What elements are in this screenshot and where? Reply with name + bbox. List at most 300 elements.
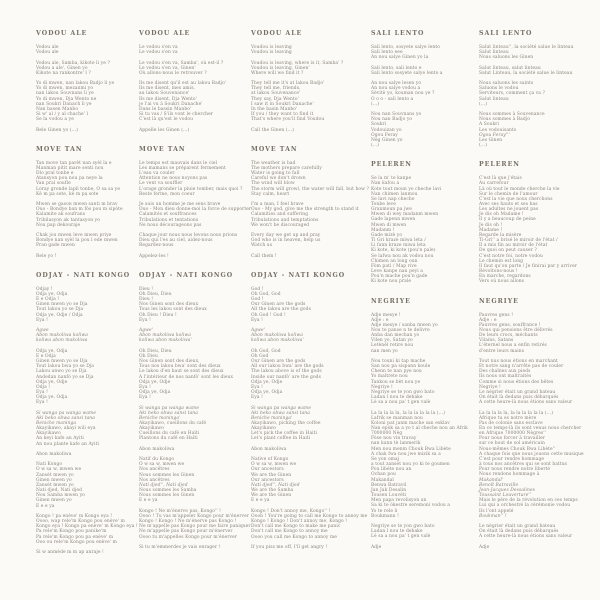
lyric-line: Yo di mwen, nan lakou Badjo li ye xyxy=(36,81,115,87)
lyric-line: That's where you'll find Voudou xyxy=(251,117,325,123)
song-section xyxy=(251,30,365,133)
stanza xyxy=(36,81,136,122)
lyric-line: Si tu m'emmerdes je vais enrager ! xyxy=(139,544,221,550)
lyric-line: Dieu ! xyxy=(139,297,154,303)
song-section xyxy=(371,30,475,148)
lyric-line: A cette heure-là nous étions sans valeur xyxy=(479,400,573,406)
lyric-line: Je dis oh ! xyxy=(479,222,503,228)
lyric-line: Eya ! xyxy=(251,317,263,323)
lyric-line: koliwa abon makoliwa xyxy=(36,338,88,344)
stanza xyxy=(139,406,247,442)
stanza xyxy=(251,545,365,550)
lyric-line: Regardez-nous xyxy=(139,243,174,249)
lyric-line: Akayikawo xyxy=(36,431,61,437)
lyric-line: Koloni pat janm mache san esklav xyxy=(371,420,450,426)
lyric-line: Et notre sang n'arrête pas de couler xyxy=(479,364,564,370)
lyric-line: Oooh ! You're going to call me Kongo to annoy me xyxy=(251,513,368,519)
lyric-line: Gade mizè yo xyxy=(371,232,403,238)
lyric-line: Ogou Feray xyxy=(371,132,398,138)
song-title: SALI LENTO xyxy=(371,30,425,37)
lyric-line: Granmoun pa jwe xyxy=(371,207,412,213)
lyric-line: Kalamite ak soufrans xyxy=(36,212,86,218)
lyric-line: Ils me disent, Dja Wento' xyxy=(139,96,197,102)
lyric-line: Voudou is leaving xyxy=(251,45,292,50)
lyric-line: Yo di mwen, mezanmi yo xyxy=(36,86,94,92)
song-title: ODJAY - NATI KONGO xyxy=(139,271,234,279)
lyric-line: Boukmann ! xyxy=(371,513,399,519)
lyric-line: Salut Linteau, la société salue le linteau xyxy=(479,70,573,76)
stanza xyxy=(36,61,136,76)
lyric-line: Oh Dieu, Dieu xyxy=(139,348,172,354)
song-title: NEGRIYE xyxy=(371,297,411,305)
lyric-line: Water is going to fall xyxy=(251,171,300,177)
lyric-line: Chak jou mwen leve mwen priye xyxy=(36,233,112,238)
lyric-line: Le négrier était un grand bateau xyxy=(479,524,556,529)
lyric-line: Kongo eya ! Kongo pa enève' m Kongo eya ! xyxy=(36,524,138,530)
stanza xyxy=(139,349,247,401)
lyric-line: We won't be discouraged xyxy=(251,222,310,228)
lyric-line: Ne m'appelle pas Kongo pour m'énerver xyxy=(139,529,233,535)
lyric-line: Abon makoliwa xyxy=(36,451,72,457)
lyric-line: at lakou Souvenance' xyxy=(251,91,301,97)
lyric-line: L'éternel nous a enfin retirés xyxy=(479,343,547,349)
lyric-line: E e e ya xyxy=(139,498,158,504)
lyric-line: Sali lento sosyete salye lento a xyxy=(371,70,443,76)
lyric-line: Akayikawo xyxy=(139,426,164,432)
lyric-line: The wind will blow xyxy=(251,181,295,187)
lyric-line: Pa rele'm Kongo pou pa enève' m xyxy=(36,534,114,540)
song-section xyxy=(251,145,369,259)
stanza xyxy=(371,66,475,76)
lyric-line: Appelle les Ginen (...) xyxy=(139,127,190,133)
lyric-line: Nèg Ginen yo xyxy=(371,137,403,143)
lyric-line: Oooo ! Tu vas m'appeler Kongo pour m'énerver xyxy=(139,513,250,519)
lyric-line: Cueillons du café en Haïti xyxy=(139,431,200,437)
lyric-line: Calamités et souffrances xyxy=(139,212,197,218)
lyric-line: A Soukri xyxy=(479,122,500,128)
lyric-line: Tous les lakou sont des dieux xyxy=(139,307,207,313)
lyric-line: Ki kote nou prale xyxy=(371,279,412,285)
lyric-line: Ils l'ont appelé xyxy=(479,508,514,514)
stanza xyxy=(479,313,579,354)
stanza xyxy=(36,349,136,406)
lyric-line: On était là dedans puis débarqués xyxy=(479,395,559,401)
lyric-line: Des chaînes aux pieds xyxy=(479,369,531,375)
stanza xyxy=(251,447,365,452)
stanza xyxy=(139,81,247,122)
lyric-line: Andedan nanfò yo se Dja xyxy=(36,374,94,380)
lyric-line: Jan Jak Desalin xyxy=(371,487,407,493)
lyric-line: Vodouizan yo xyxy=(371,127,402,133)
lyric-line: Voudou is leaving, Ginen' xyxy=(251,65,310,71)
lyric-line: Oh God, God xyxy=(251,348,281,354)
lyric-line: Boukman'' ! xyxy=(479,513,507,519)
stanza xyxy=(36,550,136,555)
lyric-line: Nou Samba mwen yo xyxy=(36,493,85,499)
lyric-line: Afrique tu es notre mère xyxy=(479,415,537,421)
lyric-line: Chenn te nan pye nou xyxy=(371,369,422,375)
lyric-line: Nou pap dekouraje xyxy=(36,222,81,228)
song-title: ODJAY - NATI KONGO xyxy=(251,271,346,279)
lyric-line: Nan epòk sa a yo t al cheche nou an Afrik xyxy=(371,426,468,431)
lyric-line: Les adultes ne jouent pas xyxy=(479,207,539,213)
stanza xyxy=(36,128,136,133)
lyric-line: Our Ginen are the gods xyxy=(251,302,306,308)
lyric-line: Je suis un homme je me sens brave xyxy=(139,202,221,208)
lyric-line: Atansyon pou nou pa neye la xyxy=(36,176,103,182)
lyric-line: Se la vodou a ye xyxy=(36,117,74,123)
lyric-line: Ils nous ont maltraités xyxy=(479,374,532,380)
lyric-line: Odja ye, Odje / Odja xyxy=(36,312,83,318)
lyric-line: Jean-Jacques Dessalines xyxy=(479,487,536,493)
lyric-line: Yo di mwen, Dja Wento ne xyxy=(36,96,97,102)
stanza xyxy=(371,524,475,539)
lyric-line: De quoi on peut causer ? xyxy=(479,248,537,254)
stanza xyxy=(251,81,365,122)
song-section xyxy=(36,146,136,259)
lyric-line: Madame ! xyxy=(479,227,503,233)
lyric-line: Sali lento eee xyxy=(371,50,403,56)
lyric-line: Voudou is leaving xyxy=(251,50,292,56)
lyric-line: Le vodou s'en va xyxy=(139,45,178,50)
stanza xyxy=(371,411,475,519)
lyric-line: Là où tout le monde cherche la vie xyxy=(479,186,560,192)
lyric-line: Lakou anwo yo se Dja xyxy=(36,369,87,375)
lyric-line: We are the Ginen xyxy=(251,493,292,499)
song-title: ODJAY - NATI KONGO xyxy=(36,271,131,279)
stanza xyxy=(139,45,247,55)
lyric-line: Tribilasyon ak tantasyon yo xyxy=(36,217,100,223)
lyric-line: Dans le bassin Manbo' xyxy=(139,106,192,112)
lyric-line: Tout nus nous étions en marchant xyxy=(479,358,558,364)
stanza xyxy=(36,233,136,248)
lyric-line: Oh God, God xyxy=(251,291,281,297)
song-section xyxy=(139,145,252,259)
lyric-line: koliwa abon makoliwa' xyxy=(251,338,304,344)
lyric-line: Adje xyxy=(479,544,490,550)
song-section xyxy=(251,271,368,550)
lyric-line: (...) xyxy=(371,143,380,149)
lyric-line: Pou libète nou an xyxy=(371,467,412,473)
lyric-line: We are the Samba xyxy=(251,488,294,494)
lyric-line: Pour nous forcer à travailler xyxy=(479,436,546,442)
lyric-line: C'est pour rendre hommage xyxy=(479,456,545,462)
lyric-line: Oooo you call me Kongo to annoy me xyxy=(251,534,337,540)
lyric-line: O w sa w, mwen we xyxy=(36,467,82,473)
lyric-line: Nous sommes les Ginen xyxy=(139,472,195,478)
lyric-line: They tell me, friends, xyxy=(251,86,301,92)
lyric-line: 7000000 Nèg xyxy=(371,431,403,437)
lyric-line: Sur le chemin de l'amour xyxy=(479,191,538,197)
lyric-line: Oooo tu m'appelles Kongo pour m'énerver xyxy=(139,534,238,540)
lyric-line: Mais le père de la révolution en ces temps xyxy=(479,498,578,504)
stanza xyxy=(139,128,247,133)
lyric-line: Salut linteau'', la société salue le linteau xyxy=(479,45,574,50)
lyric-line: Men papa revolisyon an xyxy=(371,498,427,504)
lyric-line: Pou'n mache pou'n gade xyxy=(371,274,428,280)
stanza xyxy=(139,545,247,550)
lyric-line: Pran gade mwen xyxy=(36,243,75,249)
lyric-line: An nou salye vodou a xyxy=(371,86,421,92)
lyric-line: Yo maltrete nou xyxy=(371,374,408,380)
lyric-line: L'eau va couler xyxy=(139,171,175,177)
lyric-line: (...) xyxy=(479,143,488,149)
lyric-line: Vers où nous allons xyxy=(479,279,524,285)
lyric-line: Le vodou s'en va xyxy=(139,50,178,56)
lyric-line: Nati djed, Nati djed xyxy=(36,488,83,494)
lyric-line: Pauvres gens ! xyxy=(479,312,514,318)
lyric-line: Adje : e xyxy=(371,317,389,323)
lyric-line: C'est là qu'est le vodou xyxy=(139,117,194,123)
lyric-line: Nou nan Souvnans yo xyxy=(371,112,422,118)
lyric-line: Watch us xyxy=(251,243,273,249)
lyric-line: Si w anmède m m ap anraje ! xyxy=(36,550,104,555)
stanza xyxy=(371,81,475,107)
lyric-line: a tout zansèt nou yo ki te goumen xyxy=(371,462,450,468)
lyric-line: Il a mis fin au miroir de l'état xyxy=(479,243,548,249)
lyric-line: Loray gronde lapli tonbe, O sa sa ye xyxy=(36,186,121,192)
lyric-line: Chaque jour nous nous levons nous prions xyxy=(139,233,238,238)
lyric-line: The lakou above is of the gods xyxy=(251,369,322,375)
lyric-line: Aki beko obwa sansi tana xyxy=(251,410,310,416)
lyric-line: Our ancestors xyxy=(251,467,284,473)
lyric-line: Odjay ! xyxy=(36,286,53,292)
lyric-line: Tous nos lakou bwa' sont des dieux xyxy=(139,364,221,370)
lyric-line: Nous saluons les saints xyxy=(479,81,534,87)
lyric-line: Eya ! xyxy=(36,390,48,395)
stanza xyxy=(36,161,136,197)
lyric-line: Don't call me Kongo to annoy me xyxy=(251,529,328,535)
lyric-line: Don't call me Kongo to make me panic xyxy=(251,524,341,530)
lyric-line: Gade lapenn mwen xyxy=(371,217,416,223)
lyric-line: Ne m'appelle pas Kongo pour me faire paniquer xyxy=(139,524,251,530)
lyric-line: Makandal' xyxy=(479,477,504,483)
lyric-line: Our ancestors xyxy=(251,477,284,483)
lyric-line: O o o - sali lento a xyxy=(371,96,414,102)
lyric-line: Abon makoliwa xyxy=(139,446,175,452)
stanza xyxy=(139,287,247,323)
lyric-line: Pa rele'm Kongo pou panike'm xyxy=(36,529,107,535)
lyric-line: Adje xyxy=(371,544,382,550)
lyric-line: Negriye se te yon gwo bato xyxy=(371,389,435,395)
lyric-line: Eya ! xyxy=(139,384,151,390)
lyric-line: Mwen se gason mwen santi m brav xyxy=(36,202,118,208)
lyric-line: Il faut qu'on parte / Je finirai par y arriver xyxy=(479,263,577,269)
lyric-line: Si wanga pa wanga wame xyxy=(36,410,97,416)
lyric-line: Tout lakou bwa yo se Dja xyxy=(36,364,95,370)
lyric-line: Yo te rele li xyxy=(371,508,398,514)
stanza xyxy=(139,202,252,228)
stanza xyxy=(36,254,136,259)
lyric-line: en Afrique 7000000 Nègres'' xyxy=(479,431,546,437)
lyric-line: Lui qui a orchestré la cérémonie vodou xyxy=(479,503,571,509)
lyric-line: Pas de colonie sans esclave xyxy=(479,420,543,426)
lyric-line: De leurs crocs, méchants xyxy=(479,333,538,339)
lyric-line: Le vodou s'en va, Ginen' xyxy=(139,65,196,71)
song-title: MOVE TAN xyxy=(251,145,298,153)
lyric-line: The storm will growl, the water will fall, but how ? xyxy=(251,186,369,192)
lyric-line: La la la la la, la la la la la la (...) xyxy=(479,410,554,416)
lyric-line: Mwen di mwen xyxy=(371,222,407,228)
stanza xyxy=(251,406,365,442)
lyric-line: Manman pitit mare senti nou xyxy=(36,165,104,171)
lyric-line: If you piss me off, I'll get angry ! xyxy=(251,544,328,550)
stanza xyxy=(251,254,365,259)
lyric-line: Beniche maninga' xyxy=(251,415,293,421)
lyric-line: Soukri xyxy=(371,122,387,128)
lyric-line: Salut linteau, salut linteau xyxy=(479,65,541,71)
lyrics-column-francais-b xyxy=(479,30,584,563)
lyric-line: Fòse nou vin travay xyxy=(371,436,417,442)
lyric-line: E e Odja xyxy=(36,353,56,359)
lyric-line: Benoît Batraville xyxy=(479,482,519,488)
stanza xyxy=(36,462,136,508)
lyric-line: Letènèl retire nou xyxy=(371,343,414,349)
lyric-line: Ouo - Bondye ban m fòs pou m sipòte xyxy=(36,207,123,213)
stanza xyxy=(251,61,365,76)
lyric-line: Kongo ! Kongo ! Ne m'énerve pas Kongo ! xyxy=(139,519,237,525)
lyric-line: Call them ! xyxy=(251,253,277,259)
lyric-line: An nou plante kafe an Ayiti xyxy=(36,441,99,447)
lyric-line: Sa ki te òkestre seremoni vodou a xyxy=(371,503,450,509)
lyrics-column-english-a xyxy=(251,30,369,563)
lyric-line: Ouo - Mon dieu donne-moi la force de supporter xyxy=(139,207,252,213)
lyric-line: Nos Ginen sont des dieux, xyxy=(139,359,200,365)
song-title: SALI LENTO xyxy=(479,30,533,37)
song-section xyxy=(479,161,579,284)
stanza xyxy=(479,66,579,76)
lyric-line: Je dis oh Madame ! xyxy=(479,212,524,218)
lyric-line: (...) xyxy=(479,101,488,107)
lyric-line: d'entre leurs mains xyxy=(479,348,525,354)
lyric-line: Vodou ale xyxy=(36,45,59,50)
song-title: PELEREN xyxy=(479,161,520,169)
lyric-line: If you / they want to find it xyxy=(251,112,314,118)
lyric-line: Kikote na rankontre' l ? xyxy=(36,70,91,76)
lyric-line: Fòm pati / Map rive xyxy=(371,263,417,269)
lyric-line: Les vodouisants xyxy=(479,127,517,133)
lyric-line: Nou te panse n te delivre xyxy=(371,327,430,333)
lyric-line: Kongo ! Ne m'énerve pas, Kongo'' ! xyxy=(139,508,221,514)
lyric-line: Ne nous décourageons pas xyxy=(139,222,202,228)
lyric-line: Zansèt mwen yo xyxy=(36,482,74,488)
lyric-line: Akayikawo, cueillons du café xyxy=(139,420,207,426)
stanza xyxy=(371,313,475,354)
lyric-line: Salut linteau xyxy=(479,50,509,56)
lyric-line: à tous nos ancêtres qui se sont battus xyxy=(479,462,568,468)
lyric-line: Eya ! xyxy=(251,384,263,390)
lyric-line: An nou salye Ginen yo la xyxy=(371,55,429,61)
lyric-line: koliwa abon makoliwa' xyxy=(139,338,192,344)
lyric-line: Si w' al / y al chache' l xyxy=(36,112,89,118)
lyric-line: Odja ye, Odja xyxy=(36,395,68,401)
song-title: MOVE TAN xyxy=(139,145,186,153)
song-section xyxy=(139,30,247,133)
lyric-line: The mothers prepare carefully xyxy=(251,165,322,171)
lyric-line: au lakou Souvenance' xyxy=(139,91,190,97)
lyric-line: Agwe xyxy=(36,328,49,334)
lyric-line: Appelez-les ! xyxy=(139,253,169,259)
stanza xyxy=(251,287,365,323)
lyric-line: Ogou Feray''' xyxy=(479,132,510,138)
lyric-line: Vilains, Satans xyxy=(479,338,514,344)
stanza xyxy=(36,328,136,343)
lyric-line: Ginen mwen yo se Dja xyxy=(36,359,88,365)
lyric-line: Nos Ginen sont des dieux xyxy=(139,302,199,308)
lyric-line: Où allons-nous le retrouver ? xyxy=(139,70,207,76)
lyric-line: The weather is bad xyxy=(251,160,296,166)
lyric-line: Tousen Louvèti xyxy=(371,493,407,499)
lyric-line: In the basin Manbo' xyxy=(251,106,298,112)
stanza xyxy=(36,287,136,323)
stanza xyxy=(251,457,365,503)
lyric-line: Le temps est mauvais dans le ciel xyxy=(139,160,218,166)
stanza xyxy=(251,233,365,248)
stanza xyxy=(139,61,247,76)
lyric-line: Eya ! xyxy=(36,317,48,323)
lyric-line: A l'intérieur de nos nanfò' sont les dieux xyxy=(139,374,234,380)
song-section xyxy=(371,298,475,550)
stanza xyxy=(139,447,247,452)
lyric-line: We are the Ginen xyxy=(251,472,292,478)
lyric-line: Oh Dieu, Dieu xyxy=(139,291,172,297)
lyric-line: Negriye se te yon gwo bato xyxy=(371,524,435,529)
lyric-line: Kongo ! pa enève' m Kongo eya ! xyxy=(36,513,113,519)
lyric-line: Ginen mwen yo xyxy=(36,498,72,504)
lyric-line: Stay calm, heart xyxy=(251,191,290,197)
lyric-line: A chaque fois que nous jouons cette musique xyxy=(479,451,584,457)
lyric-line: Rele Ginen yo (...) xyxy=(36,127,78,133)
lyric-line: All our lakou bwa' are the gods xyxy=(251,364,324,370)
lyric-line: Akayikawo, picking the coffee xyxy=(251,420,321,426)
lyric-line: Bondye nan syèl la pou l ede mwen xyxy=(36,238,118,244)
lyric-line: Pour nous rendre notre liberté xyxy=(479,467,551,473)
lyric-line: Se lafwa nou ak vodou nou xyxy=(371,253,434,259)
lyric-line: Kè m pa sote, kè m pa sote xyxy=(36,191,99,197)
stanza xyxy=(479,359,579,405)
lyrics-column-kreyol-a xyxy=(36,30,136,568)
lyric-line: (...) xyxy=(371,101,380,107)
lyric-line: An nou salye lesen yo xyxy=(371,81,422,87)
lyric-line: I'm a man, I feel brave xyxy=(251,202,304,208)
lyric-line: Lafrik se manman nou xyxy=(371,415,423,421)
lyric-line: Regarde la misère xyxy=(479,232,522,238)
lyric-line: Eya ! xyxy=(251,395,263,401)
lyric-line: Vodou ale, Samba, kikote li ye ? xyxy=(36,60,110,66)
lyric-line: Vodou ale xyxy=(36,50,59,56)
lyric-line: O w sa w, mwen we xyxy=(251,462,297,468)
lyric-line: Nati djed'', Nati djed xyxy=(251,482,300,488)
stanza xyxy=(479,112,579,148)
lyric-line: Mwen di wey madanm mwen xyxy=(371,212,439,218)
lyric-line: Nous sommes à Souvenance xyxy=(479,112,545,118)
stanza xyxy=(139,457,247,503)
lyric-line: All the lakou are the gods xyxy=(251,307,311,313)
lyric-line: Odja ye, Odje xyxy=(139,379,171,385)
lyric-line: Vilen yo, Satan yo xyxy=(371,338,413,344)
lyric-line: Careful we don't drown xyxy=(251,176,306,182)
lyric-line: En ce temps-là ils sont venus nous chercher xyxy=(479,426,582,431)
lyric-line: Ooo ou rele'm Kongo pou enève' m xyxy=(36,539,117,545)
lyric-line: Ti-Gri'' a brisé le miroir de l'état / xyxy=(479,238,558,244)
stanza xyxy=(251,128,365,133)
lyric-line: Lè sa a nou pa' t gen valè xyxy=(371,534,431,540)
lyric-line: Tonbe leve xyxy=(371,202,396,207)
lyric-line: Ginen mwen yo se Dja xyxy=(36,302,88,308)
stanza xyxy=(479,545,579,550)
lyric-line: Adje mesye ! xyxy=(371,312,401,318)
lyric-line: Odja ! xyxy=(36,384,51,390)
